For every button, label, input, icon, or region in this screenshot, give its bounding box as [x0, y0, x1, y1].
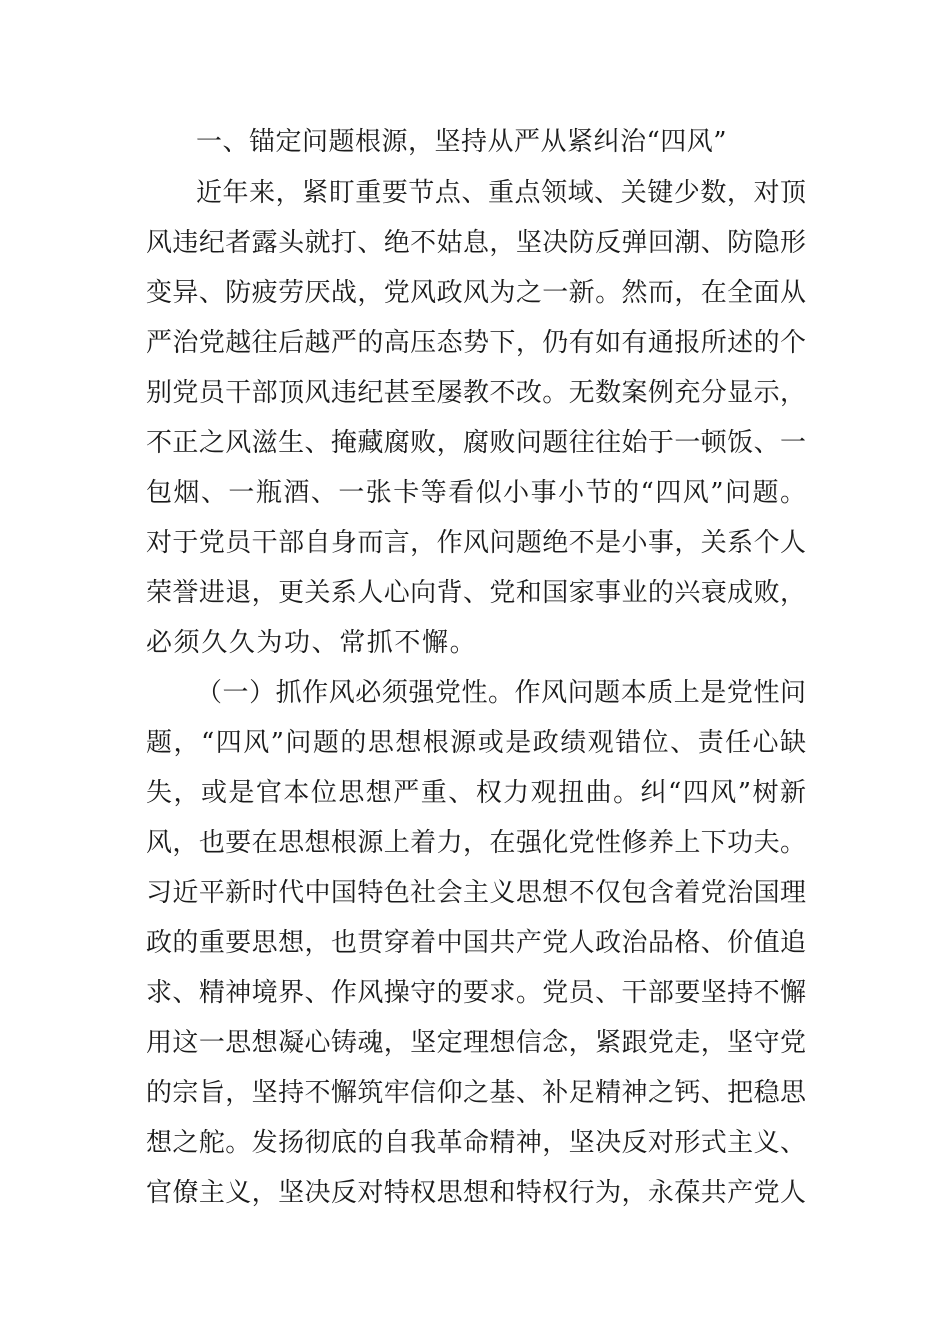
paragraph-line: 题，“四风”问题的思想根源或是政绩观错位、责任心缺	[146, 728, 806, 758]
paragraph-line: 风，也要在思想根源上着力，在强化党性修养上下功夫。	[146, 828, 806, 858]
paragraph-line: 荣誉进退，更关系人心向背、党和国家事业的兴衰成败，	[146, 578, 806, 608]
paragraph-line: 失，或是官本位思想严重、权力观扭曲。纠“四风”树新	[146, 778, 806, 808]
paragraph-line: 求、精神境界、作风操守的要求。党员、干部要坚持不懈	[146, 978, 806, 1008]
paragraph-line: 必须久久为功、常抓不懈。	[146, 628, 478, 658]
paragraph-line: 不正之风滋生、掩藏腐败，腐败问题往往始于一顿饭、一	[146, 428, 806, 458]
paragraph-line: 想之舵。发扬彻底的自我革命精神，坚决反对形式主义、	[146, 1128, 806, 1158]
paragraph-line: 包烟、一瓶酒、一张卡等看似小事小节的“四风”问题。	[146, 478, 806, 508]
paragraph-line: 习近平新时代中国特色社会主义思想不仅包含着党治国理	[146, 878, 806, 908]
paragraph-line: 用这一思想凝心铸魂，坚定理想信念，紧跟党走，坚守党	[146, 1028, 806, 1058]
paragraph-line: 的宗旨，坚持不懈筑牢信仰之基、补足精神之钙、把稳思	[146, 1078, 806, 1108]
paragraph-line: 变异、防疲劳厌战，党风政风为之一新。然而，在全面从	[146, 278, 806, 308]
paragraph-line: 风违纪者露头就打、绝不姑息，坚决防反弹回潮、防隐形	[146, 228, 806, 258]
paragraph-line: 严治党越往后越严的高压态势下，仍有如有通报所述的个	[146, 328, 806, 358]
paragraph-line: 别党员干部顶风违纪甚至屡教不改。无数案例充分显示，	[146, 378, 806, 408]
section-heading: 一、锚定问题根源，坚持从严从紧纠治“四风”	[196, 127, 728, 157]
paragraph-line: 对于党员干部自身而言，作风问题绝不是小事，关系个人	[146, 528, 806, 558]
paragraph-line: （一）抓作风必须强党性。作风问题本质上是党性问	[196, 678, 806, 708]
paragraph-line: 近年来，紧盯重要节点、重点领域、关键少数，对顶	[196, 178, 806, 208]
paragraph-line: 官僚主义，坚决反对特权思想和特权行为，永葆共产党人	[146, 1178, 806, 1208]
paragraph-line: 政的重要思想，也贯穿着中国共产党人政治品格、价值追	[146, 928, 806, 958]
